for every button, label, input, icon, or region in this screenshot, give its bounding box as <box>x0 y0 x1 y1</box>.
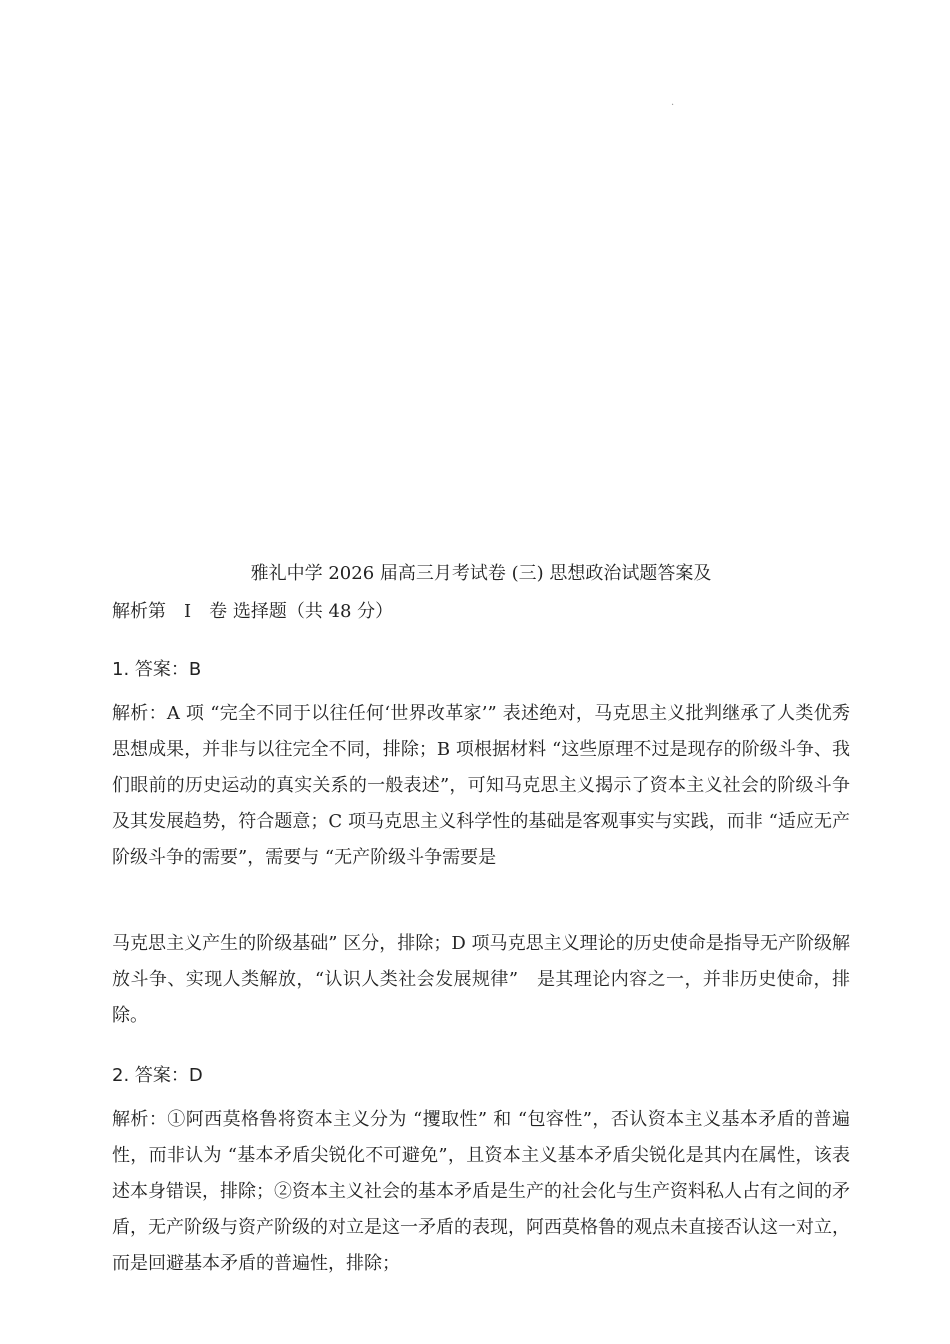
top-dot-mark: · <box>671 100 675 111</box>
document-subtitle: 解析第 Ⅰ 卷 选择题（共 48 分） <box>112 601 394 622</box>
question-2 <box>112 1060 850 1282</box>
question-2-answer: 2. 答案：D <box>112 1065 203 1086</box>
question-2-analysis-paragraph-1: 解析：①阿西莫格鲁将资本主义分为 “攫取性” 和 “包容性”，否认资本主义基本矛盾的普遍性，而非认为 “基本矛盾尖锐化不可避免”，且资本主义基本矛盾尖锐化是其内在属性，该表述本身错误，排除；②资本主义社会的基本矛盾是生产的社会化与生产资料私人占有之间的矛盾，无产阶级与资产阶级的对立是这一矛盾的表现，阿西莫格鲁的观点未直接否认这一对立，而是回避基本矛盾的普遍性，排除； <box>112 1109 850 1274</box>
question-1 <box>112 654 850 1034</box>
document-title: 雅礼中学 2026 届高三月考试卷 (三) 思想政治试题答案及 <box>250 563 712 584</box>
document-content <box>112 558 850 1282</box>
question-1-analysis-paragraph-2: 马克思主义产生的阶级基础” 区分，排除；D 项马克思主义理论的历史使命是指导无产阶级解放斗争、实现人类解放，“认识人类社会发展规律” 是其理论内容之一，并非历史使命，排除。 <box>112 933 850 1026</box>
question-1-analysis-paragraph-1: 解析：A 项 “完全不同于以往任何‘世界改革家’” 表述绝对，马克思主义批判继承了人类优秀思想成果，并非与以往完全不同，排除；B 项根据材料 “这些原理不过是现存的阶级斗争、我们眼前的历史运动的真实关系的一般表述”，可知马克思主义揭示了资本主义社会的阶级斗争及其发展趋势，符合题意；C 项马克思主义科学性的基础是客观事实与实践，而非 “适应无产阶级斗争的需要”，需要与 “无产阶级斗争需要是 <box>112 703 850 868</box>
question-1-answer: 1. 答案：B <box>112 659 202 680</box>
